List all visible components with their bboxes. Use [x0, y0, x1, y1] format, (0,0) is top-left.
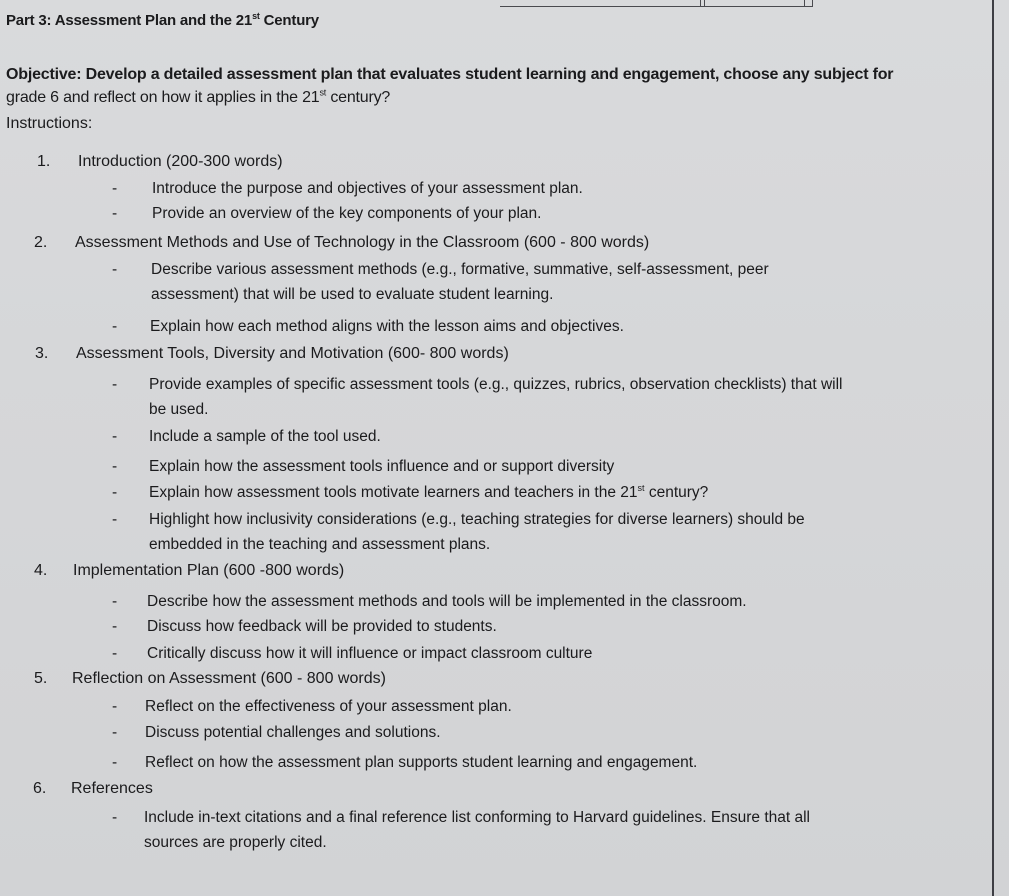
objective-label: Objective: [6, 66, 82, 83]
bullet-line: sources are properly cited. [144, 834, 327, 851]
bullet-dash: - [112, 180, 118, 197]
bullet-text [149, 507, 805, 557]
bullet-line: Highlight how inclusivity considerations (e.g., teaching strategies for diverse learners) should be [149, 511, 805, 528]
bullet-dash: - [112, 511, 118, 528]
section-heading: Assessment Methods and Use of Technology in the Classroom (600 - 800 words) [75, 234, 650, 251]
table-divider [700, 0, 701, 6]
section-number: 6. [33, 780, 47, 797]
page-border [992, 0, 994, 896]
bullet-text: Reflect on the effectiveness of your assessment plan. [145, 698, 512, 715]
bullet-text: Introduce the purpose and objectives of your assessment plan. [152, 180, 583, 197]
objective-line-2 [6, 89, 390, 106]
instructions-heading: Instructions: [6, 115, 93, 132]
bullet-text: Reflect on how the assessment plan supports student learning and engagement. [145, 754, 698, 771]
bullet-dash: - [112, 645, 118, 662]
bullet-line: Provide examples of specific assessment tools (e.g., quizzes, rubrics, observation checklists) that will [149, 376, 843, 393]
objective-superscript: st [319, 87, 327, 98]
bullet-dash: - [112, 261, 118, 278]
section-heading: Assessment Tools, Diversity and Motivation (600- 800 words) [76, 345, 509, 362]
title-end-text: Century [263, 12, 319, 29]
superscript: st [637, 482, 645, 493]
bullet-dash: - [112, 428, 118, 445]
section-number: 1. [37, 153, 51, 170]
section-heading: Implementation Plan (600 -800 words) [73, 562, 345, 579]
bullet-text: Discuss potential challenges and solutions. [145, 724, 441, 741]
section-number: 2. [34, 234, 48, 251]
objective-paragraph [6, 63, 991, 109]
bullet-text: Explain how each method aligns with the lesson aims and objectives. [150, 318, 624, 335]
table-bottom-edge [500, 0, 813, 7]
objective-line-2-text: grade 6 and reflect on how it applies in the 21 [6, 89, 320, 106]
bullet-dash: - [112, 809, 118, 826]
bullet-text: Describe how the assessment methods and tools will be implemented in the classroom. [147, 593, 747, 610]
bullet-line-end: century? [644, 484, 709, 501]
table-divider [804, 0, 805, 6]
page-title [6, 12, 319, 29]
bullet-line: assessment) that will be used to evaluate student learning. [151, 286, 554, 303]
bullet-line: be used. [149, 401, 209, 418]
bullet-text [144, 805, 810, 855]
bullet-text: Discuss how feedback will be provided to students. [147, 618, 497, 635]
bullet-line: Describe various assessment methods (e.g., formative, summative, self-assessment, peer [151, 261, 769, 278]
section-heading: Introduction (200-300 words) [78, 153, 283, 170]
bullet-text: Include a sample of the tool used. [149, 428, 381, 445]
section-number: 5. [34, 670, 48, 687]
bullet-text: Critically discuss how it will influence or impact classroom culture [147, 645, 593, 662]
bullet-dash: - [112, 724, 118, 741]
objective-line-1: Develop a detailed assessment plan that evaluates student learning and engagement, choose any subject for [81, 66, 894, 83]
bullet-line: Include in-text citations and a final reference list conforming to Harvard guidelines. Ensure that all [144, 809, 810, 826]
bullet-text [149, 372, 842, 422]
bullet-dash: - [112, 484, 118, 501]
bullet-text [151, 257, 769, 307]
title-superscript: st [252, 11, 260, 21]
bullet-text: Provide an overview of the key components of your plan. [152, 205, 542, 222]
bullet-dash: - [112, 593, 118, 610]
bullet-dash: - [112, 618, 118, 635]
section-heading: References [71, 780, 153, 797]
bullet-text [149, 480, 708, 505]
bullet-dash: - [112, 458, 118, 475]
objective-line-2-end: century? [326, 89, 391, 106]
bullet-text: Explain how the assessment tools influence and or support diversity [149, 458, 615, 475]
bullet-dash: - [112, 318, 118, 335]
title-text: Part 3: Assessment Plan and the 21 [6, 12, 253, 29]
bullet-line: embedded in the teaching and assessment plans. [149, 536, 491, 553]
section-number: 4. [34, 562, 48, 579]
bullet-dash: - [112, 376, 118, 393]
bullet-dash: - [112, 754, 118, 771]
bullet-dash: - [112, 698, 118, 715]
section-number: 3. [35, 345, 49, 362]
table-divider [704, 0, 705, 6]
section-heading: Reflection on Assessment (600 - 800 words) [72, 670, 386, 687]
bullet-dash: - [112, 205, 118, 222]
bullet-line: Explain how assessment tools motivate learners and teachers in the 21 [149, 484, 638, 501]
